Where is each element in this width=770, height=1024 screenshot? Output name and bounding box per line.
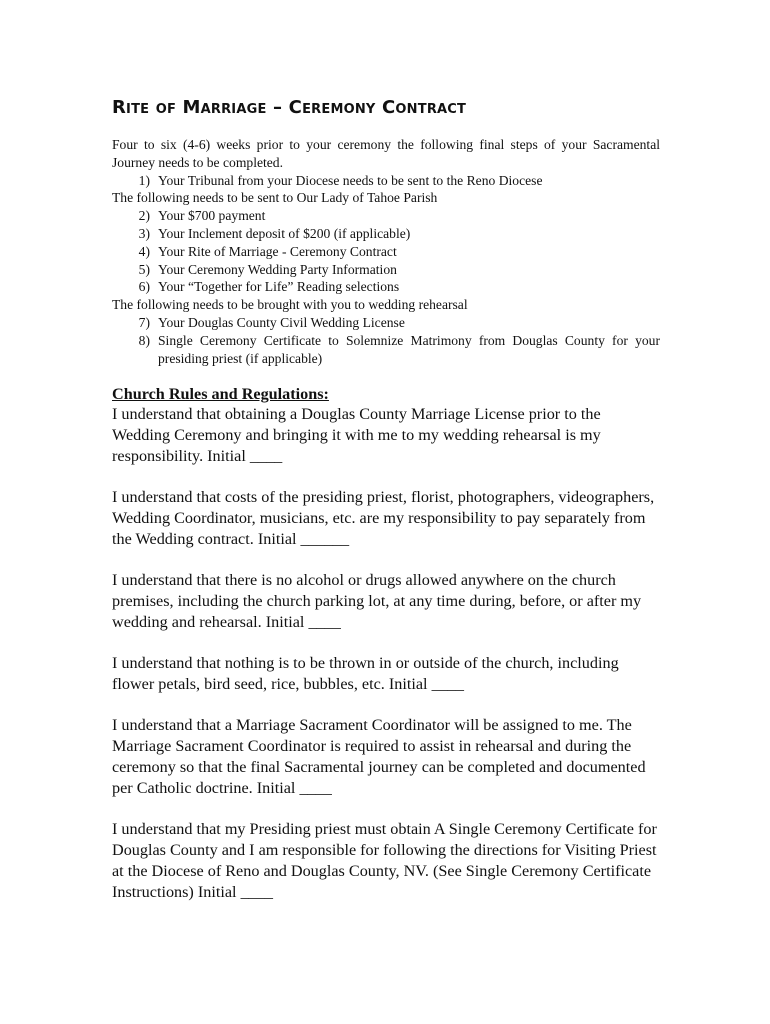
checklist-item-number: 8) <box>138 332 150 348</box>
checklist-item <box>112 172 660 190</box>
checklist-item <box>112 225 660 243</box>
checklist-item <box>112 314 660 332</box>
initial-blank[interactable]: ____ <box>240 883 273 902</box>
rules-section <box>112 404 660 903</box>
rule-text: I understand that a Marriage Sacrament Coordinator will be assigned to me. The Marriage Sacrament Coordinator is required to assist in rehearsal and during the ceremony so that the final Sacramental journey can be completed and documented per Catholic doctrine. Initial <box>112 716 646 798</box>
checklist-item-number: 3) <box>138 225 150 241</box>
checklist-item-text: Single Ceremony Certificate to Solemnize Matrimony from Douglas County for your presiding priest (if applicable) <box>158 332 660 366</box>
checklist-item-number: 2) <box>138 208 150 224</box>
checklist-item-number: 1) <box>138 172 150 188</box>
initial-blank[interactable]: ____ <box>308 613 341 632</box>
checklist-item-number: 5) <box>138 261 150 277</box>
checklist-item-number: 4) <box>138 243 150 259</box>
rule-text: I understand that nothing is to be thrown in or outside of the church, including flower petals, bird seed, rice, bubbles, etc. Initial <box>112 654 619 694</box>
checklist-item <box>112 261 660 279</box>
rule-text: I understand that costs of the presiding priest, florist, photographers, videographers, Wedding Coordinator, musicians, etc. are my responsibility to pay separately from the Wedding contract. Initial <box>112 488 655 549</box>
rule-paragraph <box>112 819 660 903</box>
checklist-item-number: 6) <box>138 279 150 295</box>
checklist-item-text: Your Douglas County Civil Wedding License <box>158 314 405 330</box>
rule-paragraph <box>112 404 660 467</box>
checklist-group-2 <box>112 207 660 296</box>
checklist-item <box>112 332 660 368</box>
rules-heading: Church Rules and Regulations: <box>112 385 329 404</box>
initial-blank[interactable]: ____ <box>249 447 283 466</box>
checklist-group-3-heading: The following needs to be brought with you to wedding rehearsal <box>112 297 468 313</box>
document-page <box>112 96 660 903</box>
checklist-item <box>112 278 660 296</box>
rule-text: I understand that obtaining a Douglas County Marriage License prior to the Wedding Ceremony and bringing it with me to my wedding rehearsal is my responsibility. Initial <box>112 405 601 466</box>
initial-blank[interactable]: ____ <box>431 675 464 694</box>
rule-paragraph <box>112 653 660 695</box>
rule-paragraph <box>112 715 660 799</box>
checklist-item-number: 7) <box>138 314 150 330</box>
checklist-item-text: Your Tribunal from your Diocese needs to be sent to the Reno Diocese <box>158 172 543 188</box>
rule-text: I understand that my Presiding priest must obtain A Single Ceremony Certificate for Douglas County and I am responsible for following the directions for Visiting Priest at the Diocese of Reno and Douglas County, NV. (See Single Ceremony Certificate Instructions) Initial <box>112 820 657 902</box>
checklist-item-text: Your $700 payment <box>158 208 266 224</box>
intro-paragraph: Four to six (4-6) weeks prior to your ceremony the following final steps of your Sacramental Journey needs to be completed. <box>112 137 660 170</box>
initial-blank[interactable]: ______ <box>300 530 350 549</box>
document-title: Rite of Marriage – Ceremony Contract <box>112 97 467 118</box>
rule-text: I understand that there is no alcohol or drugs allowed anywhere on the church premises, including the church parking lot, at any time during, before, or after my wedding and rehearsal. Initial <box>112 571 642 632</box>
checklist-item <box>112 243 660 261</box>
checklist-item <box>112 207 660 225</box>
checklist-item-text: Your Ceremony Wedding Party Information <box>158 261 397 277</box>
checklist-item-text: Your Inclement deposit of $200 (if applicable) <box>158 225 411 241</box>
checklist-group-1 <box>112 172 660 190</box>
rule-paragraph <box>112 487 660 550</box>
checklist-item-text: Your “Together for Life” Reading selections <box>158 279 400 295</box>
initial-blank[interactable]: ____ <box>299 779 332 798</box>
checklist-item-text: Your Rite of Marriage - Ceremony Contract <box>158 243 397 259</box>
checklist-group-3 <box>112 314 660 367</box>
checklist-group-2-heading: The following needs to be sent to Our Lady of Tahoe Parish <box>112 190 438 206</box>
instructions-section <box>112 136 660 367</box>
rule-paragraph <box>112 570 660 633</box>
